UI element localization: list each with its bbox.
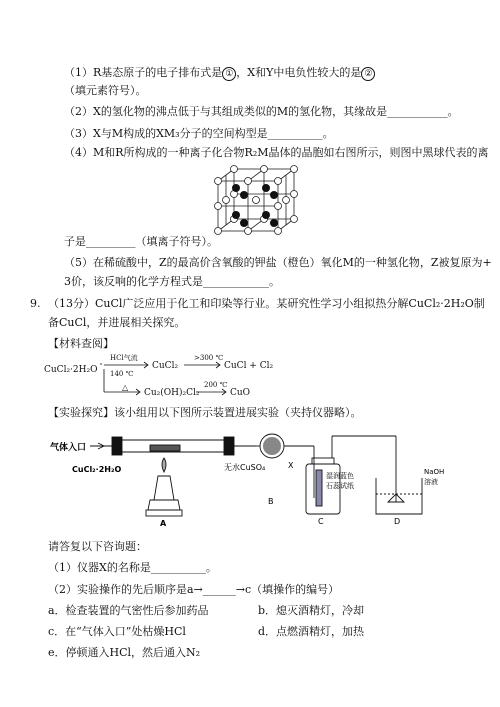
scheme-delta: △ [122, 383, 129, 392]
label-wet: 湿润蓝色 [326, 472, 354, 480]
q8-part2: （2）X的氢化物的沸点低于与其组成类似的M的氢化物，其缘故是___________。 [64, 105, 459, 118]
scheme-cuo: CuO [230, 388, 251, 398]
option-a: a．检查装置的气密性后参加药品 [48, 604, 209, 617]
scheme-cucl2: CuCl₂ [152, 361, 179, 371]
q8-part4-answer: 子是_________（填离子符号）。 [64, 235, 218, 248]
q8-part3: （3）X与M构成的XM₃分子的空间构型是__________。 [64, 127, 334, 140]
option-d: d．点燃酒精灯，加热 [258, 625, 365, 638]
blank-2-marker: ② [361, 67, 375, 81]
q8-part1 [64, 66, 375, 81]
scheme-hcl: HCl气流 [110, 354, 138, 362]
q8-part1-note: （填元素符号）。 [64, 84, 147, 97]
q9-a2: （2）实验操作的先后顺序是a→______→c（填操作的编号） [48, 583, 340, 596]
q8-part1-text-a: （1）R基态原子的电子排布式是 [64, 66, 223, 79]
q9-intro-line2: 备CuCl，并进展相关探究。 [48, 316, 186, 329]
scheme-t140: 140 ℃ [110, 370, 134, 378]
blank-1-marker: ① [222, 67, 236, 81]
label-d: D [394, 517, 401, 526]
q8-part5-line2: 3价，该反响的化学方程式是____________。 [64, 275, 280, 288]
label-x: X [288, 461, 294, 470]
q9-number: 9. [30, 297, 41, 310]
label-c: C [318, 517, 324, 526]
reaction-scheme [44, 351, 284, 401]
scheme-t300: >300 ℃ [194, 354, 224, 362]
q8-part5-line1: （5）在稀硫酸中，Z的最高价含氧酸的钾盐（橙色）氧化M的一种氢化物，Z被复原为+ [64, 256, 492, 269]
option-b: b．熄灭酒精灯，冷却 [258, 604, 365, 617]
questions-heading: 请答复以下咨询题： [48, 540, 147, 553]
label-cuso4: 无水CuSO₄ [224, 463, 266, 472]
q8-part1-text-b: ，X和Y中电负性较大的是 [236, 66, 362, 79]
q9-intro-line1: （13分）CuCl广泛应用于化工和印染等行业。某研究性学习小组拟热分解CuCl₂·2H₂O制 [48, 297, 485, 310]
option-e: e．停顿通入HCl，然后通入N₂ [48, 646, 201, 659]
label-gas-inlet: 气体入口 [50, 443, 87, 453]
label-naoh: NaOH [424, 468, 445, 476]
q8-part4: （4）M和R所构成的一种离子化合物R₂M晶体的晶胞如右图所示，则图中黑球代表的离 [64, 146, 489, 159]
scheme-product1: CuCl + Cl₂ [224, 361, 274, 371]
crystal-cell-figure [214, 165, 300, 235]
apparatus-diagram [50, 428, 450, 528]
q9-a1: （1）仪器X的名称是__________。 [48, 561, 217, 574]
explore-heading: 【实验探究】该小组用以下图所示装置进展实验（夹持仪器略）。 [48, 406, 362, 419]
scheme-start: CuCl₂·2H₂O [44, 365, 98, 375]
label-b: B [268, 497, 274, 506]
label-salt: CuCl₂·2H₂O [72, 465, 122, 474]
material-heading: 【材料查阅】 [48, 337, 114, 350]
scheme-cu2oh2cl2: Cu₂(OH)₂Cl₂ [144, 388, 200, 398]
label-litmus: 石蕊试纸 [326, 482, 354, 490]
option-c: c．在“气体入口”处枯燥HCl [48, 625, 186, 638]
label-soln: 溶液 [424, 478, 438, 486]
label-a: A [160, 519, 167, 528]
scheme-t200: 200 ℃ [204, 381, 228, 389]
